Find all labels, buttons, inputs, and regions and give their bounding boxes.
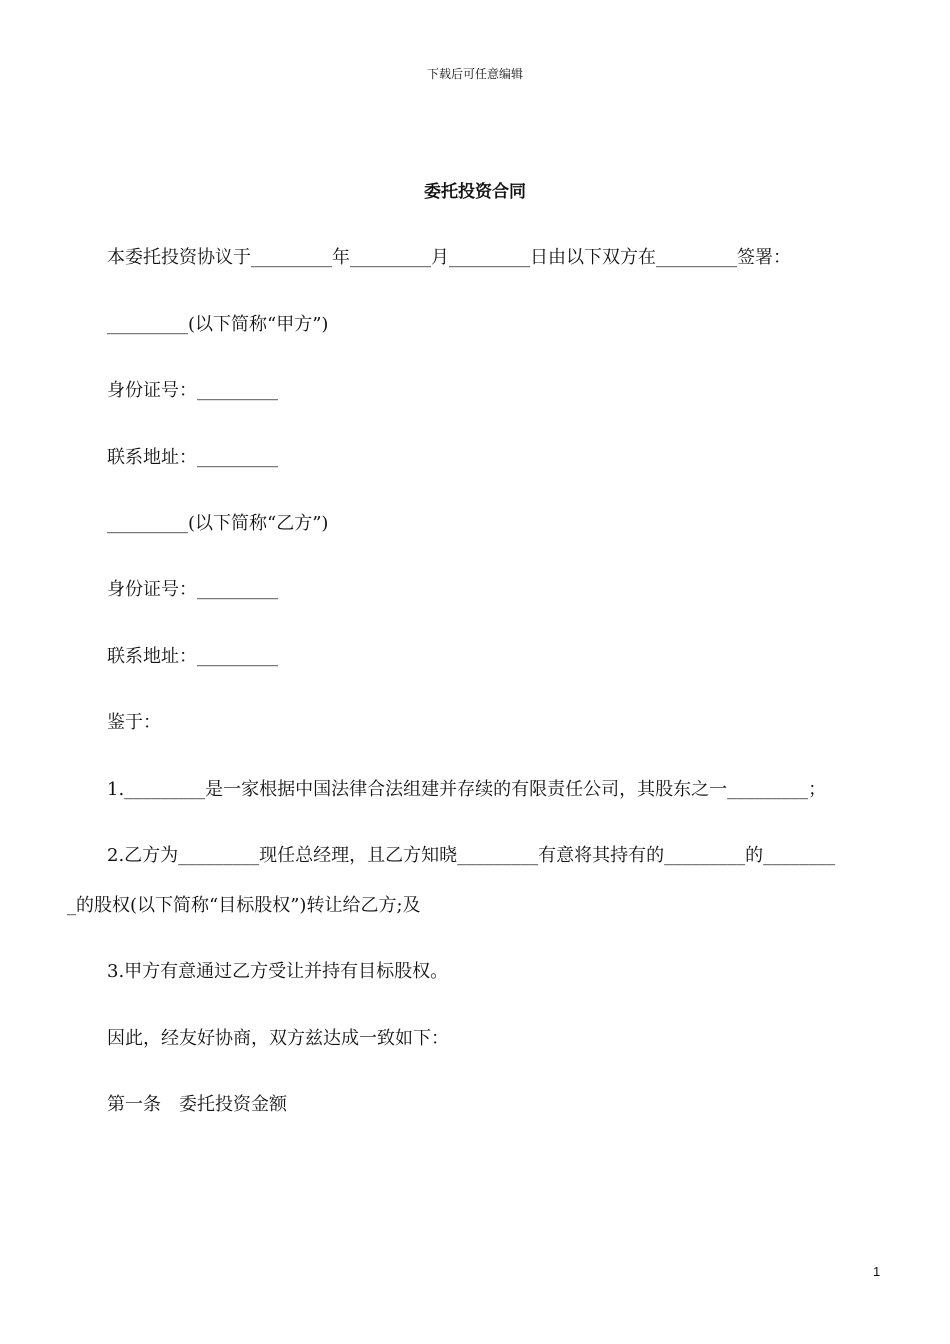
party-b-name-line: _________(以下简称“乙方”) — [107, 513, 329, 534]
agreement-lead-in: 因此，经友好协商，双方兹达成一致如下： — [107, 1028, 449, 1049]
party-b-id-line: 身份证号：_________ — [107, 579, 278, 600]
page-number: 1 — [873, 1264, 881, 1279]
recital-2: 2.乙方为_________现任总经理，且乙方知晓_________有意将其持有的_________的________ — [107, 845, 836, 866]
party-a-id-line: 身份证号：_________ — [107, 380, 278, 401]
article-1-heading: 第一条 委托投资金额 — [107, 1094, 287, 1115]
party-b-address-line: 联系地址：_________ — [107, 646, 278, 667]
page-header-note: 下载后可任意编辑 — [426, 67, 523, 81]
document-title: 委托投资合同 — [424, 182, 526, 202]
recitals-heading: 鉴于： — [107, 712, 161, 733]
party-a-address-line: 联系地址：_________ — [107, 447, 278, 468]
recital-1: 1._________是一家根据中国法律合法组建并存续的有限责任公司，其股东之一_________； — [107, 779, 827, 800]
party-a-name-line: _________(以下简称“甲方”) — [107, 314, 329, 335]
recital-2-continuation: _的股权(以下简称“目标股权”)转让给乙方;及 — [67, 895, 421, 916]
agreement-intro-line: 本委托投资协议于_________年_________月_________日由以下双方在_________签署： — [107, 247, 791, 268]
recital-3: 3.甲方有意通过乙方受让并持有目标股权。 — [107, 961, 449, 982]
